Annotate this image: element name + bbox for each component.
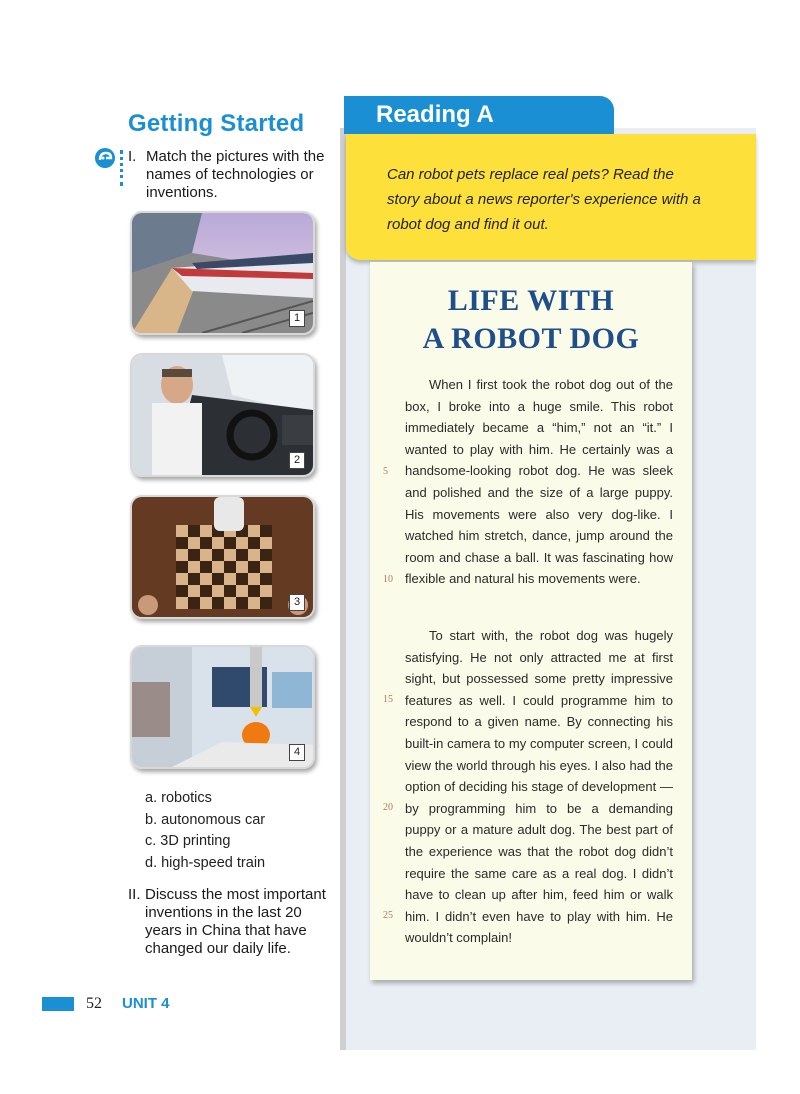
question-2 [128, 886, 328, 958]
picture-number: 2 [289, 452, 305, 469]
option-c: c. 3D printing [145, 833, 231, 849]
page-number: 52 [86, 995, 102, 1012]
line-number-10: 10 [383, 574, 393, 585]
footer-accent-bar [42, 997, 74, 1011]
line-number-25: 25 [383, 910, 393, 921]
question-1-number: I. [128, 148, 137, 165]
story-title [370, 282, 692, 358]
line-number-15: 15 [383, 694, 393, 705]
decorative-dots [120, 150, 127, 186]
answer-options [145, 788, 265, 874]
question-2-number: II. [128, 886, 141, 903]
picture-number: 4 [289, 744, 305, 761]
picture-number: 1 [289, 310, 305, 327]
intro-text: Can robot pets replace real pets? Read the story about a news reporter's experience with a robot dog and find it out. [387, 166, 701, 233]
story-paragraph-1-text: When I first took the robot dog out of the box, I broke into a huge smile. This robot immediately became a “him,” not an “it.” I wanted to play with him. He certainly was a handsome-looking robot dog. He was sleek and polished and the size of a large puppy. His movements were also very dog-like. I watched him stretch, dance, jump around the room and chase a ball. It was fascinating how flexible and natural his movements were. [405, 377, 673, 587]
line-number-5: 5 [383, 466, 388, 477]
option-a: a. robotics [145, 790, 212, 806]
story-paragraph-2-text: To start with, the robot dog was hugely satisfying. He not only attracted me at first sight, but possessed some pretty impressive features as well. I could programme him to respond to a given name. By connecting his built-in camera to my computer screen, I could view the world through his eyes. I also had the option of deciding his stage of development — by programming him to be a demanding puppy or a mature adult dog. The best part of the experience was that the robot dog didn’t require the same care as a real dog. I didn’t have to clean up after him, feed him or walk him. I didn’t even have to play with him. He wouldn’t complain! [405, 628, 673, 946]
unit-label: UNIT 4 [122, 995, 170, 1012]
picture-high-speed-train [130, 211, 315, 335]
section-title-getting-started: Getting Started [128, 110, 305, 137]
story-paragraph-2 [405, 625, 673, 949]
picture-number: 3 [289, 594, 305, 611]
story-title-line-1: LIFE WITH [447, 284, 615, 317]
picture-3d-printing [130, 645, 315, 769]
line-number-20: 20 [383, 802, 393, 813]
reading-panel-edge [340, 128, 346, 1050]
option-b: b. autonomous car [145, 811, 266, 828]
reading-tab-label: Reading A [376, 101, 494, 128]
picture-robotic-chess [130, 495, 315, 619]
question-2-text: Discuss the most important inventions in the last 20 years in China that have changed our daily life. [145, 886, 326, 957]
option-d: d. high-speed train [145, 854, 266, 871]
question-1 [128, 148, 338, 202]
question-1-text: Match the pictures with the names of technologies or inventions. [146, 148, 325, 201]
story-paragraph-1 [405, 374, 673, 590]
speech-bubble-icon [94, 147, 116, 169]
story-title-line-2: A ROBOT DOG [422, 322, 640, 355]
picture-autonomous-car [130, 353, 315, 477]
